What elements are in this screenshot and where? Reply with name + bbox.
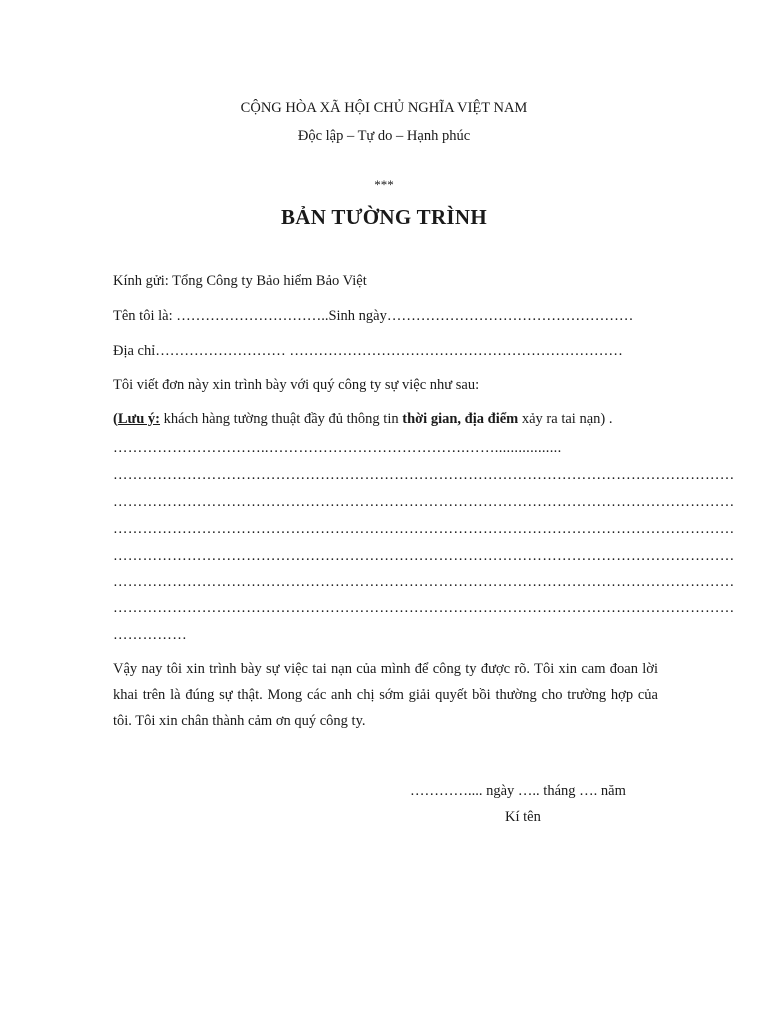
intro-line: Tôi viết đơn này xin trình bày với quý công ty sự việc như sau: — [113, 377, 480, 393]
note-bold: thời gian, địa điểm — [402, 411, 519, 427]
address-line: Địa chỉ……………………… …………………………………………………………… — [113, 343, 623, 359]
signature-label: Kí tên — [505, 809, 541, 825]
note-label: Lưu ý: — [117, 411, 160, 427]
dotted-line-6: ……………………………………………………………………………………………………………… — [113, 574, 735, 590]
dotted-line-5: ……………………………………………………………………………………………………………… — [113, 548, 735, 564]
nation-heading: CỘNG HÒA XÃ HỘI CHỦ NGHĨA VIỆT NAM — [240, 100, 528, 116]
dotted-line-8: …………… — [113, 627, 187, 643]
closing-paragraph: Vậy nay tôi xin trình bày sự việc tai nạn của mình để công ty được rõ. Tôi xin cam đoan lời khai trên là đúng sự thật. Mong các anh chị sớm giải quyết bồi thường cho trường hợp của tôi. Tôi xin chân thành cảm ơn quý công ty. — [113, 661, 658, 729]
date-line: ………….... ngày ….. tháng …. năm — [410, 783, 626, 799]
note-text-after: xảy ra tai nạn) . — [518, 411, 613, 427]
dotted-line-1: …………………………..………………………………….……................. — [113, 440, 562, 456]
dotted-line-4: ……………………………………………………………………………………………………………… — [113, 521, 735, 537]
motto: Độc lập – Tự do – Hạnh phúc — [297, 128, 471, 144]
document-title: BẢN TƯỜNG TRÌNH — [281, 205, 487, 229]
note-text-before: khách hàng tường thuật đầy đủ thông tin — [159, 411, 403, 427]
name-birthdate-line: Tên tôi là: …………………………..Sinh ngày…………………………………………… — [113, 308, 634, 324]
recipient-line: Kính gửi: Tổng Công ty Bảo hiểm Bảo Việt — [113, 273, 367, 289]
dotted-line-3: ……………………………………………………………………………………………………………… — [113, 494, 735, 510]
note-open-paren: ( — [113, 411, 118, 427]
note-line — [113, 411, 612, 428]
dotted-line-7: ……………………………………………………………………………………………………………… — [113, 600, 735, 616]
separator-stars: *** — [374, 177, 394, 192]
dotted-line-2: ……………………………………………………………………………………………………………… — [113, 467, 735, 483]
